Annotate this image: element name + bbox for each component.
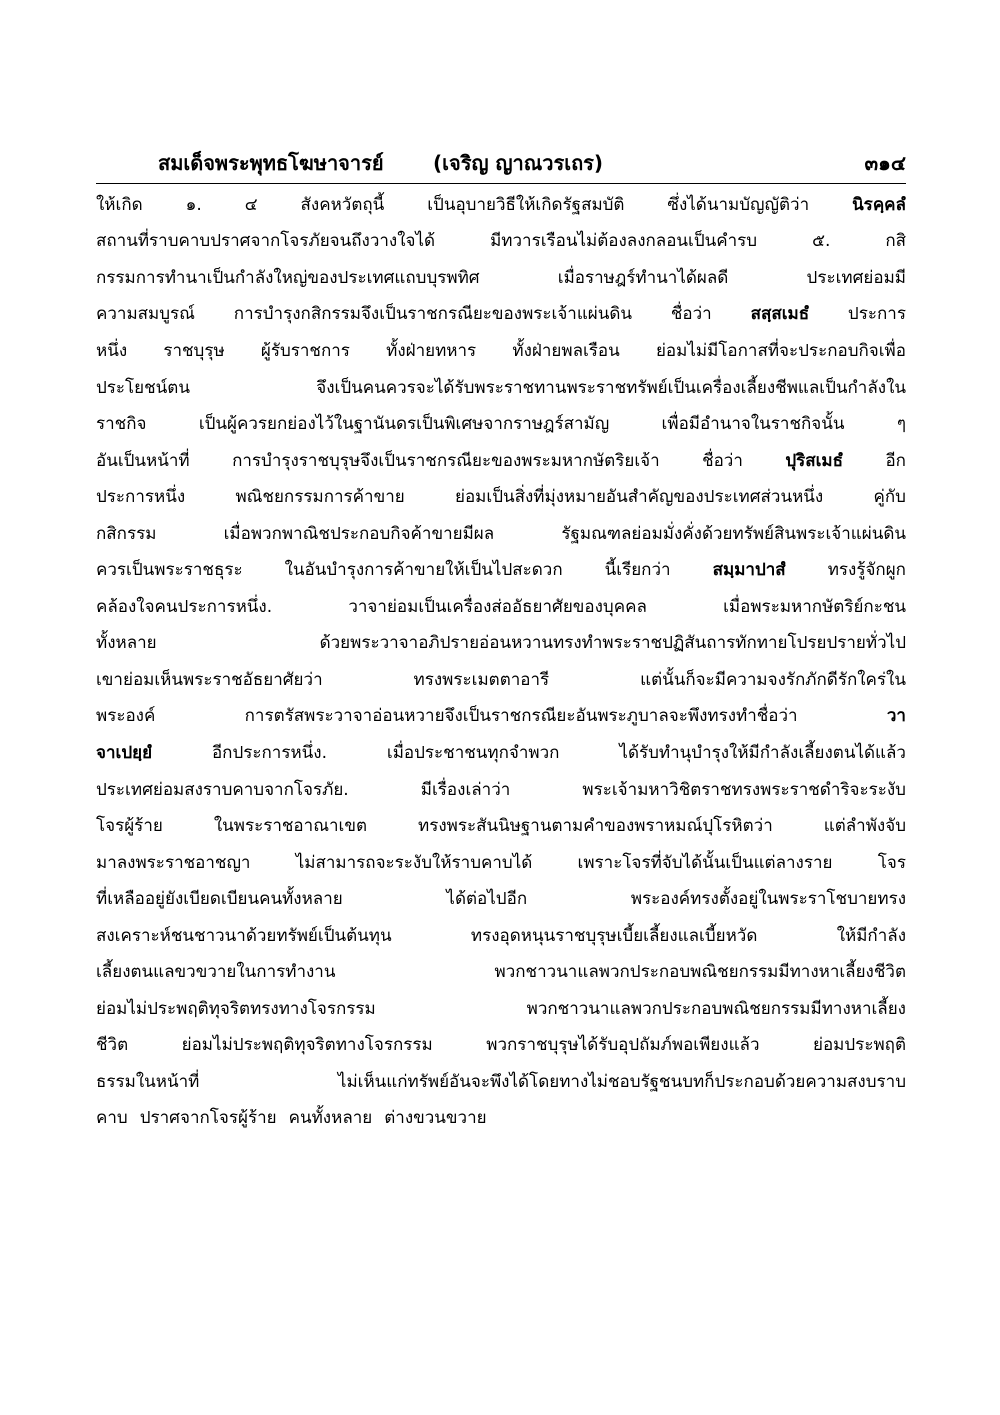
text-segment: ชื่อว่า [702, 450, 743, 471]
text-segment: การตรัสพระวาจาอ่อนหวายจึงเป็นราชกรณียะอันพระภูบาลจะพึงทรงทำชื่อว่า [244, 706, 798, 727]
text-segment: คู่กับ [873, 487, 906, 508]
text-segment: กรรมการทำนาเป็นกำลังใหญ่ของประเทศแถบบุรพทิศ [96, 267, 480, 288]
text-line [96, 551, 906, 588]
text-segment: ได้รับทำนุบำรุงให้มีกำลังเลี้ยงตนได้แล้ว [619, 742, 906, 763]
text-segment: คาบ [96, 1108, 128, 1129]
text-segment: ย่อมเป็นสิ่งที่มุ่งหมายอันสำคัญของประเทศส่วนหนึ่ง [455, 487, 824, 508]
text-segment: ในพระราชอาณาเขต [213, 816, 367, 837]
text-line [96, 369, 906, 406]
text-line [96, 442, 906, 479]
text-segment: เป็นผู้ควรยกย่องไว้ในฐานันดรเป็นพิเศษจากราษฎร์สามัญ [198, 414, 610, 435]
text-segment: อันเป็นหน้าที่ [96, 450, 190, 471]
text-segment: ซึ่งได้นามบัญญัติว่า [667, 194, 810, 215]
text-segment: เมื่อพวกพาณิชประกอบกิจค้าขายมีผล [223, 523, 495, 544]
text-line [96, 880, 906, 917]
text-segment: ชีวิต [96, 1035, 129, 1056]
text-segment: มาลงพระราชอาชญา [96, 852, 251, 873]
text-line [96, 1100, 906, 1137]
text-segment: เพื่อมีอำนาจในราชกิจนั้น [661, 414, 845, 435]
text-segment: การบำรุงราชบุรุษจึงเป็นราชกรณียะของพระมหากษัตริยเจ้า [232, 450, 660, 471]
text-segment: พวกชาวนาแลพวกประกอบพณิชยกรรมมีทางหาเลี้ยง [526, 998, 906, 1019]
text-segment: ไม่เห็นแก่ทรัพย์อันจะพึงได้โดยทางไม่ชอบรัฐชนบทก็ประกอบด้วยความสงบราบ [337, 1071, 906, 1092]
text-segment: ที่เหลืออยู่ยังเบียดเบียนคนทั้งหลาย [96, 889, 343, 910]
text-segment: รัฐมณฑลย่อมมั่งคั่งด้วยทรัพย์สินพระเจ้าแผ่นดิน [561, 523, 906, 544]
text-segment: เขาย่อมเห็นพระราชอัธยาศัยว่า [96, 669, 323, 690]
text-line [96, 259, 906, 296]
text-segment: ราชกิจ [96, 414, 147, 435]
bold-term: สสฺสเมธํ [750, 304, 810, 325]
text-segment: ย่อมไม่ประพฤติทุจริตทรงทางโจรกรรม [96, 998, 376, 1019]
text-line [96, 1027, 906, 1064]
text-segment: ทรงพระสันนิษฐานตามคำของพราหมณ์ปุโรหิตว่า [417, 816, 773, 837]
text-segment: ประการ [847, 304, 906, 325]
body-text [96, 186, 906, 1136]
text-segment: มีเรื่องเล่าว่า [420, 779, 511, 800]
text-line [96, 917, 906, 954]
text-line [96, 1063, 906, 1100]
bold-term: ปุริสเมธํ [785, 450, 844, 471]
text-line [96, 186, 906, 223]
text-segment: พระเจ้ามหาวิชิตราชทรงพระราชดำริจะระงับ [582, 779, 906, 800]
text-segment: ควรเป็นพระราชธุระ [96, 560, 243, 581]
text-line [96, 990, 906, 1027]
text-segment: แต่นั้นก็จะมีความจงรักภักดีรักใคร่ใน [640, 669, 906, 690]
text-segment: พณิชยกรรมการค้าขาย [235, 487, 405, 508]
text-segment: เป็นอุบายวิธีให้เกิดรัฐสมบัติ [427, 194, 625, 215]
text-line [96, 698, 906, 735]
text-segment: โจรผู้ร้าย [96, 816, 163, 837]
text-segment: ย่อมไม่มีโอกาสที่จะประกอบกิจเพื่อ [655, 340, 906, 361]
text-segment: เพราะโจรที่จับได้นั้นเป็นแต่ลางราย [577, 852, 833, 873]
text-line [96, 296, 906, 333]
text-segment: ทั้งหลาย [96, 633, 157, 654]
text-segment: ราชบุรุษ [163, 340, 225, 361]
text-segment: ทรงอุดหนุนราชบุรุษเบี้ยเลี้ยงแลเบี้ยหวัด [470, 925, 758, 946]
bold-term: นิรคฺคลํ [852, 194, 906, 215]
text-segment: หนึ่ง [96, 340, 128, 361]
text-segment: ย่อมประพฤติ [813, 1035, 906, 1056]
text-segment: สงเคราะห์ชนชาวนาด้วยทรัพย์เป็นต้นทุน [96, 925, 392, 946]
text-segment: ผู้รับราชการ [260, 340, 350, 361]
text-segment: ได้ต่อไปอีก [446, 889, 528, 910]
text-segment: ๔ [244, 194, 258, 215]
text-line [96, 807, 906, 844]
text-segment: พวกชาวนาแลพวกประกอบพณิชยกรรมมีทางหาเลี้ยงชีวิต [494, 962, 906, 983]
text-line [96, 953, 906, 990]
text-line [96, 223, 906, 260]
text-line [96, 332, 906, 369]
text-segment: โจร [877, 852, 906, 873]
text-line [96, 588, 906, 625]
header-title: สมเด็จพระพุทธโฆษาจารย์ [158, 151, 384, 175]
text-segment: อีก [885, 450, 906, 471]
text-segment: คล้องใจคนประการหนึ่ง. [96, 596, 273, 617]
text-line [96, 478, 906, 515]
text-segment: ให้มีกำลัง [836, 925, 906, 946]
text-segment: กสิ [885, 231, 906, 252]
text-segment: มีทวารเรือนไม่ต้องลงกลอนเป็นคำรบ [490, 231, 758, 252]
text-segment: ปราศจากโจรผู้ร้าย [139, 1108, 277, 1129]
bold-term: จาเปยฺยํ [96, 742, 153, 763]
text-line [96, 771, 906, 808]
text-segment: ทั้งฝ่ายทหาร [386, 340, 477, 361]
text-segment: ไม่สามารถจะระงับให้ราบคาบได้ [295, 852, 533, 873]
text-segment: ๆ [896, 414, 906, 435]
text-segment: กสิกรรม [96, 523, 157, 544]
text-line [96, 661, 906, 698]
text-segment: ประเทศย่อมมี [806, 267, 906, 288]
text-segment: ประการหนึ่ง [96, 487, 186, 508]
header-rule [96, 183, 906, 184]
page-number: ๓๑๔ [864, 151, 906, 175]
text-segment: เมื่อประชาชนทุกจำพวก [386, 742, 560, 763]
header-subtitle: (เจริญ ญาณวรเถร) [433, 151, 604, 175]
text-segment: ๕. [812, 231, 831, 252]
text-segment: ย่อมไม่ประพฤติทุจริตทางโจรกรรม [181, 1035, 433, 1056]
text-segment: ทรงพระเมตตาอารี [413, 669, 550, 690]
text-line [96, 405, 906, 442]
text-segment: เมื่อพระมหากษัตริย์กะชน [723, 596, 906, 617]
text-segment: คนทั้งหลาย [288, 1108, 373, 1129]
text-segment: การบำรุงกสิกรรมจึงเป็นราชกรณียะของพระเจ้าแผ่นดิน [233, 304, 633, 325]
text-segment: นี้เรียกว่า [604, 560, 671, 581]
text-segment: ด้วยพระวาจาอภิปรายอ่อนหวานทรงทำพระราชปฏิสันถารทักทายโปรยปรายทั่วไป [319, 633, 906, 654]
text-segment: ประโยชน์ตน [96, 377, 190, 398]
text-segment: เมื่อราษฎร์ทำนาได้ผลดี [557, 267, 729, 288]
text-line [96, 515, 906, 552]
text-line [96, 844, 906, 881]
text-segment: เลี้ยงตนแลขวขวายในการทำงาน [96, 962, 336, 983]
text-segment: ต่างขวนขวาย [384, 1108, 487, 1129]
text-segment: แต่ลำพังจับ [823, 816, 906, 837]
text-segment: สังคหวัตถุนี้ [300, 194, 385, 215]
text-segment: ประเทศย่อมสงราบคาบจากโจรภัย. [96, 779, 349, 800]
text-segment: ๑. [185, 194, 202, 215]
text-segment: พระองค์ [96, 706, 156, 727]
bold-term: สมฺมาปาสํ [712, 560, 786, 581]
text-segment: ทรงรู้จักผูก [827, 560, 906, 581]
text-segment: พระองค์ทรงตั้งอยู่ในพระราโชบายทรง [630, 889, 906, 910]
text-segment: ความสมบูรณ์ [96, 304, 195, 325]
text-segment: ทั้งฝ่ายพลเรือน [512, 340, 620, 361]
text-segment: จึงเป็นคนควรจะได้รับพระราชทานพระราชทรัพย์เป็นเครื่องเลี้ยงชีพแลเป็นกำลังใน [316, 377, 906, 398]
text-segment: ในอันบำรุงการค้าขายให้เป็นไปสะดวก [284, 560, 563, 581]
text-segment: ชื่อว่า [670, 304, 712, 325]
text-line [96, 625, 906, 662]
bold-term: วา [886, 706, 906, 727]
running-header [96, 143, 906, 183]
text-segment: ธรรมในหน้าที่ [96, 1071, 200, 1092]
text-segment: ให้เกิด [96, 194, 143, 215]
text-line [96, 734, 906, 771]
text-segment: วาจาย่อมเป็นเครื่องส่ออัธยาศัยของบุคคล [348, 596, 647, 617]
text-segment: สถานที่ราบคาบปราศจากโจรภัยจนถึงวางใจได้ [96, 231, 436, 252]
text-segment: พวกราชบุรุษได้รับอุปถัมภ์พอเพียงแล้ว [486, 1035, 760, 1056]
text-segment: อีกประการหนึ่ง. [211, 742, 327, 763]
